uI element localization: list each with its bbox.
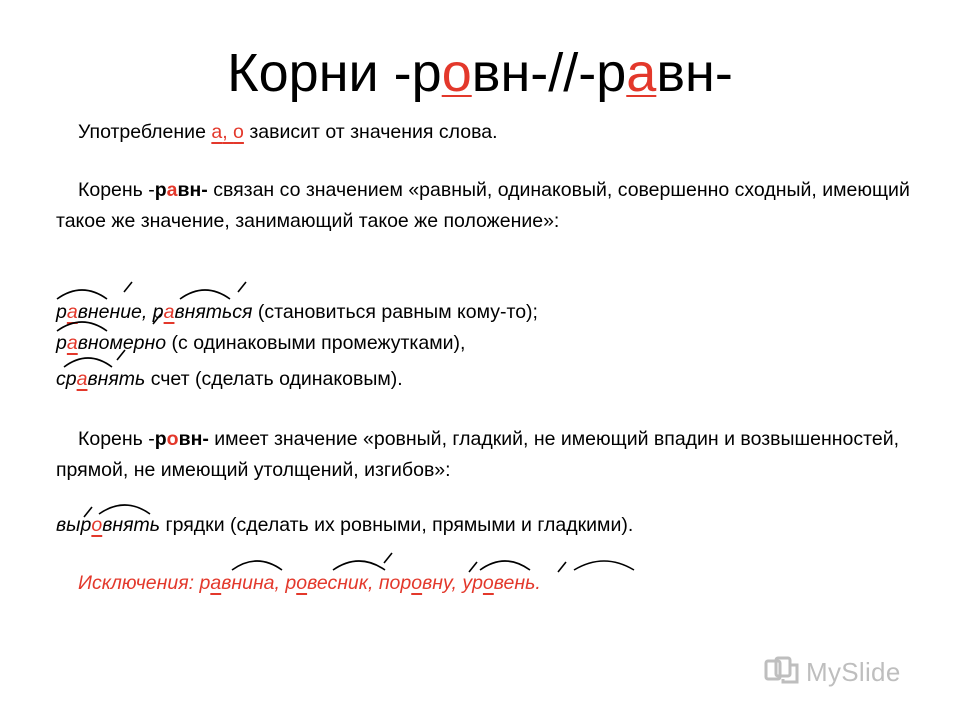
ravn-definition-paragraph: Корень -равн- связан со значением «равный, одинаковый, совершенно сходный, имеющий такое же значение, занимающий такое же положение»: — [56, 179, 910, 232]
slide-title — [0, 40, 960, 106]
example-line-4: выровнять грядки (сделать их ровными, прямыми и гладкими). — [56, 514, 634, 536]
vowel-a-highlight: а — [211, 121, 223, 143]
exceptions-line: Исключения: равнина, ровесник, поровну, уровень. — [78, 572, 541, 594]
example-line-2: равномерно (с одинаковыми промежутками), — [56, 332, 466, 354]
example-line-3: сравнять счет (сделать одинаковым). — [56, 368, 403, 390]
title-vowel-a: а — [626, 43, 657, 103]
myslide-watermark — [764, 654, 932, 690]
suffix-mark — [238, 282, 246, 292]
title-text: Корни -р — [227, 43, 442, 103]
rovn-definition-paragraph: Корень -ровн- имеет значение «ровный, гладкий, не имеющий впадин и возвышенностей, прямой, не имеющий утолщений, изгибов»: — [56, 428, 899, 481]
suffix-mark — [384, 553, 392, 563]
watermark-text: MySlide — [806, 656, 901, 687]
root-arc-mark — [574, 561, 634, 570]
myslide-logo-icon — [764, 655, 800, 690]
prefix-mark — [558, 562, 566, 572]
title-text: вн-//-р — [471, 43, 627, 103]
intro-paragraph: Употребление а, о зависит от значения слова. — [78, 121, 498, 143]
root-ravn: равн- — [154, 179, 208, 201]
vowel-o-highlight: о — [233, 121, 244, 143]
title-text: вн- — [656, 43, 733, 103]
title-vowel-o: о — [441, 43, 472, 103]
root-rovn: ровн- — [154, 428, 209, 450]
suffix-mark — [124, 282, 132, 292]
example-line-1: равнение, равняться (становиться равным кому-то); — [56, 301, 538, 323]
